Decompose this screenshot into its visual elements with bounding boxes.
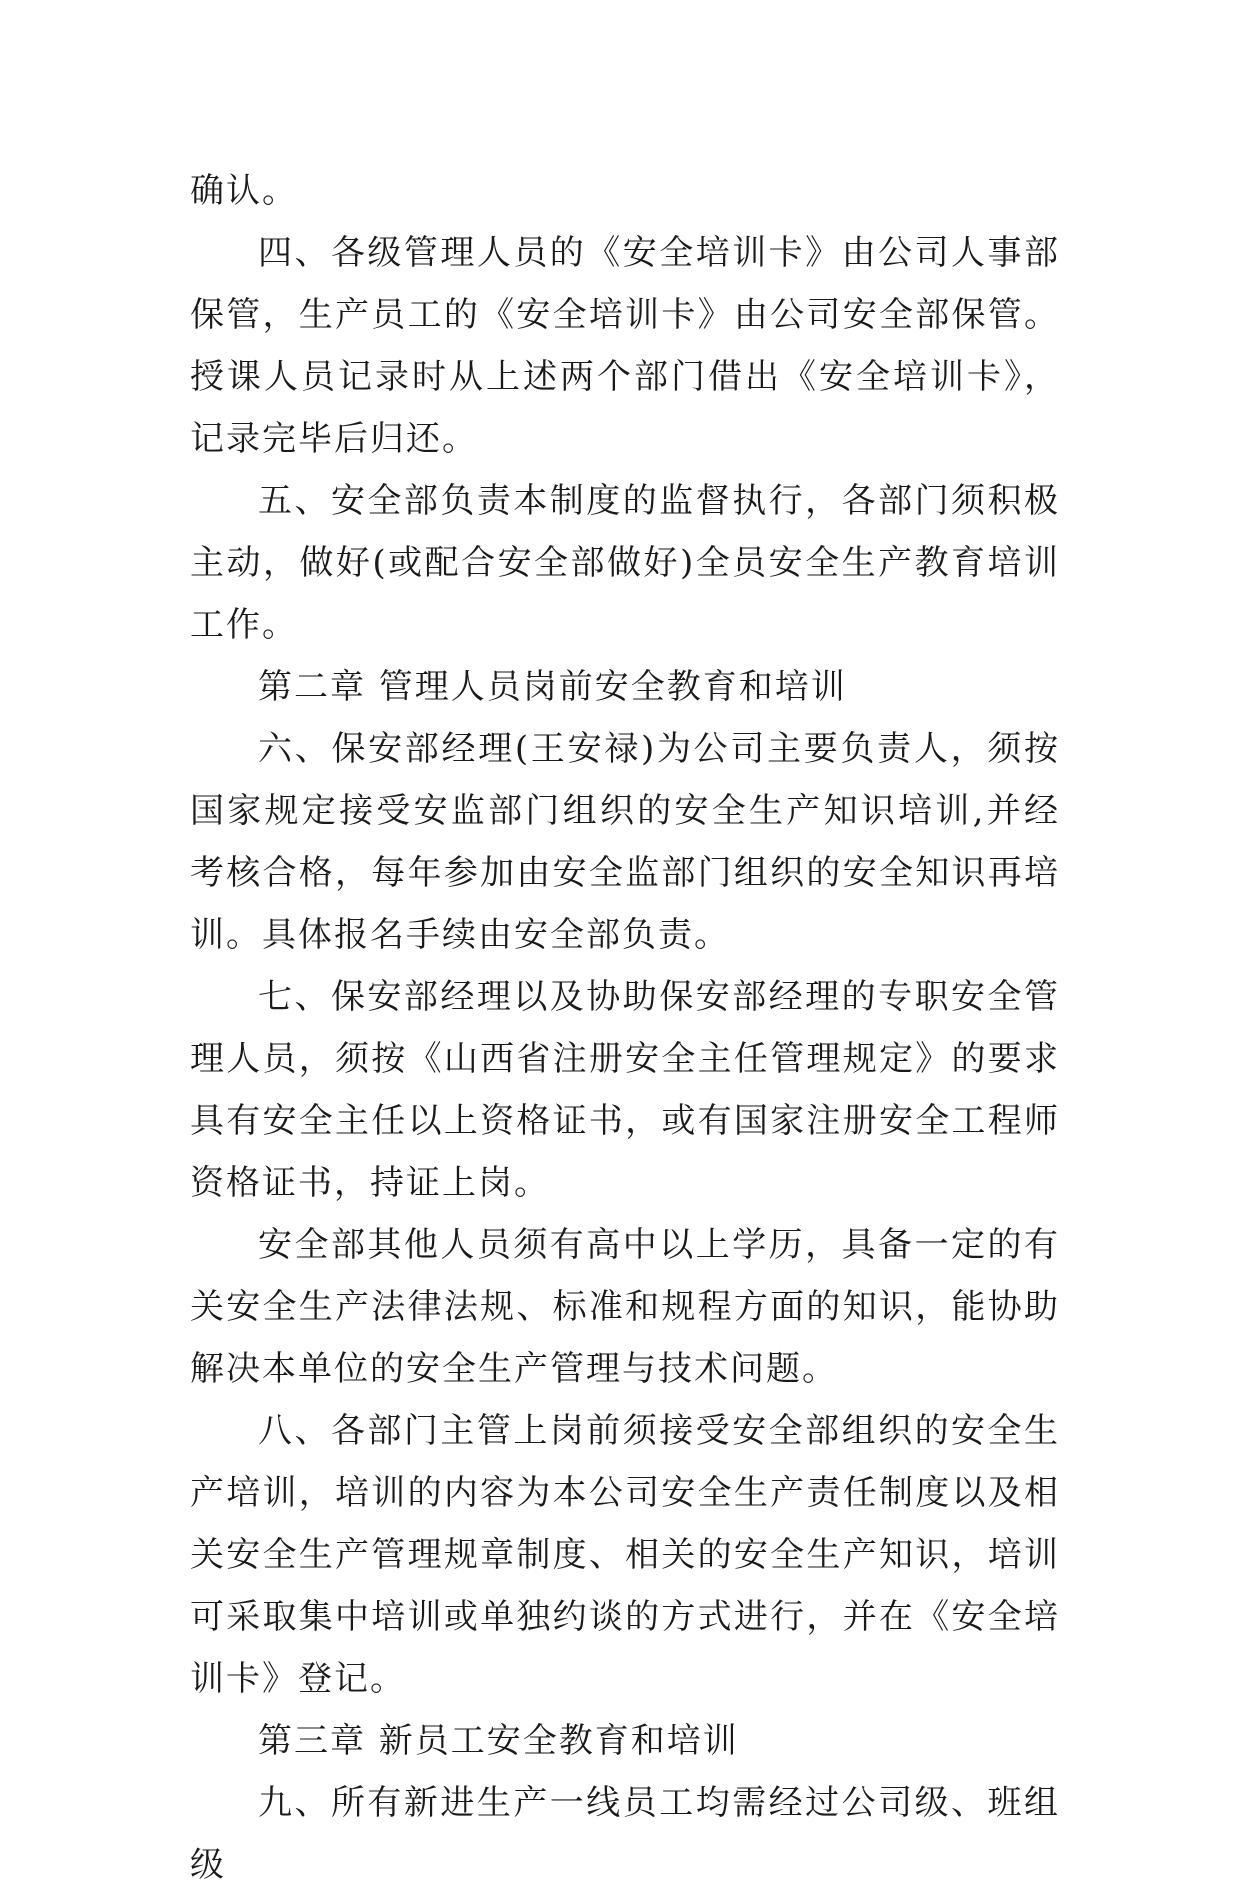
- paragraph-article-6: 六、保安部经理(王安禄)为公司主要负责人，须按国家规定接受安监部门组织的安全生产知识培训,并经考核合格，每年参加由安全监部门组织的安全知识再培训。具体报名手续由安全部负责。: [190, 729, 1060, 955]
- chapter-3-heading: 第三章 新员工安全教育和培训: [258, 1721, 739, 1761]
- paragraph-article-5: 五、安全部负责本制度的监督执行，各部门须积极主动，做好(或配合安全部做好)全员安全生产教育培训工作。: [190, 481, 1060, 645]
- document-body: [190, 160, 1060, 1896]
- paragraph-article-4: 四、各级管理人员的《安全培训卡》由公司人事部保管，生产员工的《安全培训卡》由公司安全部保管。授课人员记录时从上述两个部门借出《安全培训卡》，记录完毕后归还。: [190, 233, 1060, 459]
- paragraph-article-8: 八、各部门主管上岗前须接受安全部组织的安全生产培训，培训的内容为本公司安全生产责任制度以及相关安全生产管理规章制度、相关的安全生产知识，培训可采取集中培训或单独约谈的方式进行，并在《安全培训卡》登记。: [190, 1411, 1060, 1699]
- paragraph-safety-staff: 安全部其他人员须有高中以上学历，具备一定的有关安全生产法律法规、标准和规程方面的知识，能协助解决本单位的安全生产管理与技术问题。: [190, 1225, 1060, 1389]
- paragraph-article-9: 九、所有新进生产一线员工均需经过公司级、班组级: [190, 1783, 1060, 1885]
- chapter-2-heading: 第二章 管理人员岗前安全教育和培训: [258, 667, 847, 707]
- paragraph-article-7: 七、保安部经理以及协助保安部经理的专职安全管理人员，须按《山西省注册安全主任管理规定》的要求具有安全主任以上资格证书，或有国家注册安全工程师资格证书，持证上岗。: [190, 977, 1060, 1203]
- paragraph-confirm: 确认。: [190, 171, 298, 211]
